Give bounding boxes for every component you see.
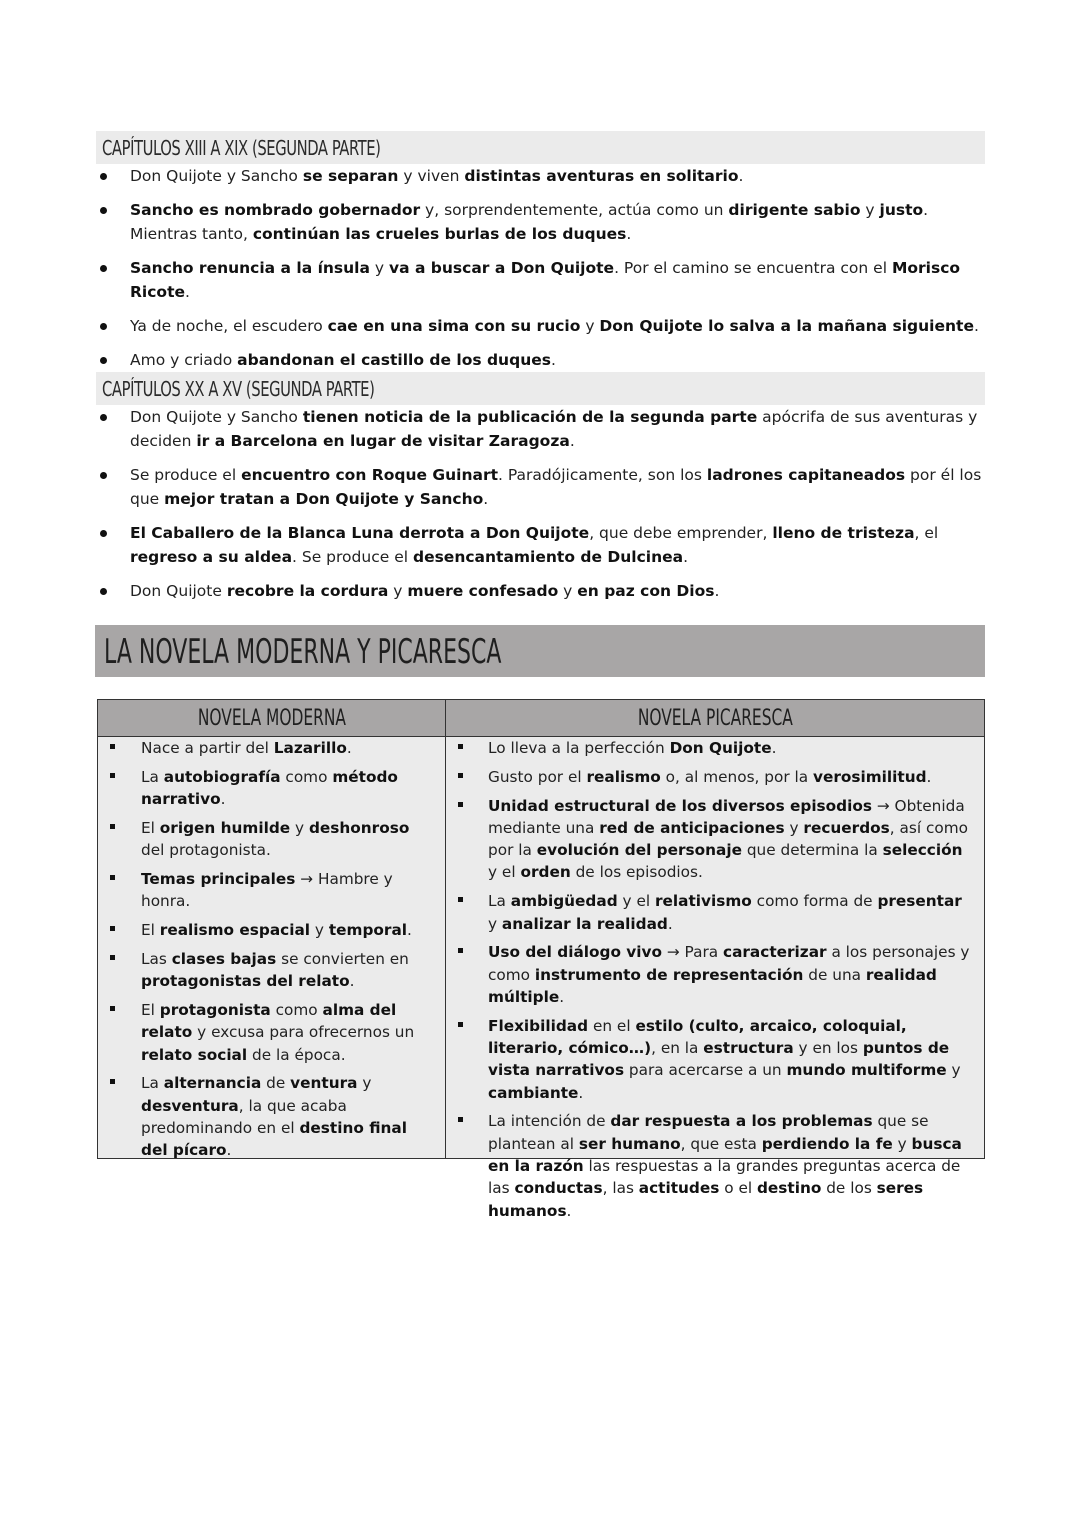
text: Nace a partir del [141, 739, 274, 757]
text: y [784, 818, 804, 837]
bold-text: lleno de tristeza [772, 524, 915, 542]
text: y viven [398, 167, 465, 185]
text: . Paradójicamente, son los [498, 466, 707, 484]
bold-text: continúan las crueles burlas de los duques [252, 225, 627, 243]
bold-text: va a buscar a Don Quijote [388, 259, 615, 277]
text: La [141, 767, 164, 786]
text: apócrifa de sus aventuras y deciden [130, 408, 978, 450]
header-text: NOVELA MODERNA [197, 706, 346, 731]
text: las respuestas a la grandes preguntas acerca de las [488, 1157, 961, 1198]
text: . [569, 432, 575, 450]
bold-text: ir a Barcelona en lugar de visitar Zaragoza [196, 432, 570, 450]
text: que se plantean al [488, 1112, 929, 1153]
list-item [446, 890, 984, 935]
header-text: NOVELA PICARESCA [637, 706, 793, 731]
text: . [714, 582, 720, 600]
list-item [98, 737, 445, 759]
bold-text: instrumento de representación [534, 965, 804, 984]
text: → Para [662, 943, 723, 962]
text: y [357, 1074, 372, 1093]
text: . [185, 283, 190, 301]
text: de los [821, 1179, 877, 1198]
bold-text: ser humano [578, 1134, 681, 1153]
table-header-picaresca [446, 700, 984, 737]
bold-text: encuentro con Roque Guinart [241, 466, 499, 484]
list-item [446, 941, 984, 1008]
bold-text: seres humanos [488, 1179, 924, 1220]
bold-text: evolución del personaje [536, 841, 742, 860]
chapters-20-15-list [96, 405, 985, 613]
text: y [580, 317, 600, 335]
text: . [771, 739, 777, 757]
bold-text: destino [756, 1179, 822, 1198]
bold-text: caracterizar [723, 943, 827, 962]
bold-text: Don Quijote [669, 739, 772, 757]
text: La intención de [488, 1112, 611, 1131]
bold-text: orden [520, 863, 571, 882]
text: como [280, 767, 333, 786]
text: de los episodios. [570, 863, 703, 882]
bold-text: analizar la realidad [501, 914, 668, 933]
text: , las [602, 1179, 639, 1198]
bold-text: busca en la razón [488, 1134, 962, 1176]
text: Ya de noche, el escudero [130, 317, 328, 335]
list-item [96, 198, 985, 246]
text: → Hambre y honra. [141, 869, 393, 911]
text: y, sorprendentemente, actúa como un [420, 201, 729, 219]
bold-text: cae en una sima con su rucio [327, 317, 581, 335]
bold-text: Sancho es nombrado gobernador [130, 201, 421, 219]
bold-text: método narrativo [141, 767, 398, 809]
bold-text: clases bajas [171, 949, 277, 968]
list-item [96, 348, 985, 372]
text: de una [803, 965, 866, 984]
text: . Mientras tanto, [130, 201, 929, 243]
text: y [558, 582, 578, 600]
bold-text: temporal [328, 921, 408, 940]
bold-text: selección [882, 841, 963, 860]
bold-text: Lazarillo [273, 739, 347, 757]
section-heading-chapters-13-19 [96, 131, 985, 164]
text: . [349, 972, 355, 991]
bold-text: protagonistas del relato [141, 972, 350, 991]
text: , la que acaba predominando en el [141, 1096, 347, 1137]
bold-text: relato social [141, 1045, 248, 1064]
bold-text: se separan [302, 167, 399, 185]
list-item [98, 999, 445, 1066]
bold-text: Morisco Ricote [130, 259, 961, 301]
text: . [566, 1201, 572, 1220]
text: y en los [793, 1039, 863, 1058]
text: o el [719, 1179, 757, 1198]
text: o, al menos, por la [660, 767, 813, 786]
text: y excusa para ofrecernos un [192, 1023, 415, 1042]
bold-text: recuerdos [803, 818, 890, 837]
bold-text: ambigüedad [510, 892, 618, 911]
bold-text: El Caballero de la Blanca Luna derrota a Don Quijote [130, 524, 590, 542]
bold-text: red de anticipaciones [599, 818, 785, 837]
text: y el [617, 892, 655, 911]
text: La [488, 892, 511, 911]
bold-text: estilo (culto, arcaico, coloquial, literario, cómico…) [488, 1016, 907, 1058]
text: , que debe emprender, [589, 524, 773, 542]
bold-text: protagonista [159, 1000, 271, 1019]
text: por él los que [130, 466, 982, 508]
bold-text: alternancia [163, 1074, 262, 1093]
bold-text: dar respuesta a los problemas [610, 1112, 873, 1131]
text: en el [588, 1016, 636, 1035]
text: a los personajes y como [488, 943, 970, 984]
text: . [578, 1083, 584, 1102]
banner-title: LA NOVELA MODERNA Y PICARESCA [104, 632, 502, 672]
bold-text: estructura [703, 1039, 794, 1058]
text: . [407, 921, 412, 940]
bold-text: deshonroso [308, 818, 410, 837]
bold-text: tienen noticia de la publicación de la segunda parte [302, 408, 758, 426]
bold-text: Unidad estructural de los diversos episodios [488, 796, 872, 815]
text: . [973, 317, 979, 335]
list-item [96, 314, 985, 338]
text: Las [141, 949, 172, 968]
text: La [141, 1074, 164, 1093]
text: → Obtenida mediante una [488, 796, 965, 837]
moderna-list [98, 737, 445, 1162]
bold-text: alma del relato [141, 1000, 397, 1042]
bold-text: origen humilde [159, 818, 291, 837]
text: . [667, 914, 673, 933]
table-column-picaresca [446, 700, 984, 1220]
list-item [98, 766, 445, 811]
bold-text: puntos de vista narrativos [488, 1039, 950, 1080]
text: El [141, 1000, 160, 1019]
text: Don Quijote y Sancho [130, 408, 303, 426]
text: y [290, 818, 309, 837]
bold-text: muere confesado [407, 582, 559, 600]
chapters-13-19-list [96, 164, 985, 382]
text: . [683, 548, 689, 566]
section-heading-text: CAPÍTULOS XX A XV (SEGUNDA PARTE) [102, 377, 375, 401]
bold-text: realismo [586, 767, 661, 786]
text: y [310, 921, 329, 940]
text: de [261, 1074, 291, 1093]
bold-text: desventura [141, 1096, 239, 1115]
bold-text: realismo espacial [159, 921, 311, 940]
bold-text: conductas [514, 1179, 603, 1198]
text: . [559, 987, 565, 1006]
text: y [388, 582, 408, 600]
text: . [550, 351, 556, 369]
comparison-table [97, 699, 985, 1220]
list-item [446, 1015, 984, 1104]
text: , en la [651, 1039, 704, 1058]
bold-text: destino final del pícaro [141, 1118, 407, 1160]
bold-text: en paz con Dios [577, 582, 715, 600]
text: como forma de [751, 892, 878, 911]
bold-text: desencantamiento de Dulcinea [412, 548, 684, 566]
table-header-moderna [98, 700, 445, 737]
list-item [98, 948, 445, 993]
text: Gusto por el [488, 767, 587, 786]
text: y el [488, 863, 521, 882]
text: Amo y criado [130, 351, 238, 369]
list-item [446, 766, 984, 788]
bold-text: distintas aventuras en solitario [464, 167, 739, 185]
text: . [626, 225, 632, 243]
bold-text: abandonan el castillo de los duques [237, 351, 551, 369]
bold-text: verosimilitud [812, 767, 927, 786]
text: . [926, 767, 932, 786]
bold-text: justo [879, 201, 924, 219]
list-item [98, 817, 445, 862]
bold-text: cambiante [488, 1083, 579, 1102]
list-item [98, 868, 445, 913]
text: y [892, 1134, 912, 1153]
table-column-moderna [98, 700, 446, 1158]
list-item [98, 919, 445, 941]
text: . [220, 790, 226, 809]
text: y [946, 1061, 961, 1080]
list-item [96, 521, 985, 569]
bold-text: regreso a su aldea [130, 548, 293, 566]
text: para acercarse a un [624, 1061, 787, 1080]
picaresca-list [446, 737, 984, 1222]
section-banner [95, 625, 985, 677]
text: , que esta [680, 1134, 762, 1153]
text: . [738, 167, 744, 185]
bold-text: actitudes [638, 1179, 720, 1198]
bold-text: Sancho renuncia a la ínsula [130, 259, 370, 277]
list-item [446, 795, 984, 884]
section-heading-chapters-20-15 [96, 372, 985, 405]
bold-text: Temas principales [141, 869, 296, 888]
bold-text: Uso del diálogo vivo [488, 943, 663, 962]
list-item [96, 463, 985, 511]
text: Don Quijote y Sancho [130, 167, 303, 185]
list-item [96, 164, 985, 188]
bold-text: Flexibilidad [488, 1016, 589, 1035]
list-item [446, 1110, 984, 1221]
text: Se produce el [130, 466, 242, 484]
list-item [98, 1072, 445, 1161]
table-body-moderna [98, 737, 445, 1158]
list-item [446, 737, 984, 759]
text: del protagonista. [141, 841, 271, 860]
text: y [488, 914, 502, 933]
bold-text: mejor tratan a Don Quijote y Sancho [164, 490, 484, 508]
text: , el [914, 524, 939, 542]
bold-text: ladrones capitaneados [706, 466, 906, 484]
text: El [141, 818, 160, 837]
bold-text: presentar [877, 892, 962, 911]
text: y [860, 201, 880, 219]
text: Lo lleva a la perfección [488, 739, 670, 757]
bold-text: realidad múltiple [488, 965, 937, 1006]
text: que determina la [741, 841, 883, 860]
bold-text: Don Quijote lo salva a la mañana siguiente [599, 317, 974, 335]
section-heading-text: CAPÍTULOS XIII A XIX (SEGUNDA PARTE) [102, 136, 381, 160]
text: como [270, 1000, 323, 1019]
text: El [141, 921, 160, 940]
bold-text: ventura [290, 1074, 358, 1093]
text: . [483, 490, 489, 508]
list-item [96, 405, 985, 453]
text: . [226, 1141, 232, 1160]
bold-text: dirigente sabio [728, 201, 861, 219]
bold-text: recobre la cordura [226, 582, 389, 600]
text: se convierten en [276, 949, 409, 968]
text: Don Quijote [130, 582, 227, 600]
table-body-picaresca [446, 737, 984, 1220]
list-item [96, 256, 985, 304]
bold-text: perdiendo la fe [761, 1134, 893, 1153]
text: . Por el camino se encuentra con el [614, 259, 892, 277]
text: y [369, 259, 389, 277]
text: de la época. [247, 1045, 346, 1064]
text: . Se produce el [292, 548, 413, 566]
text: . [346, 739, 352, 757]
bold-text: autobiografía [163, 767, 281, 786]
bold-text: relativismo [654, 892, 752, 911]
list-item [96, 579, 985, 603]
text: , así como por la [488, 818, 968, 860]
bold-text: mundo multiforme [786, 1061, 947, 1080]
